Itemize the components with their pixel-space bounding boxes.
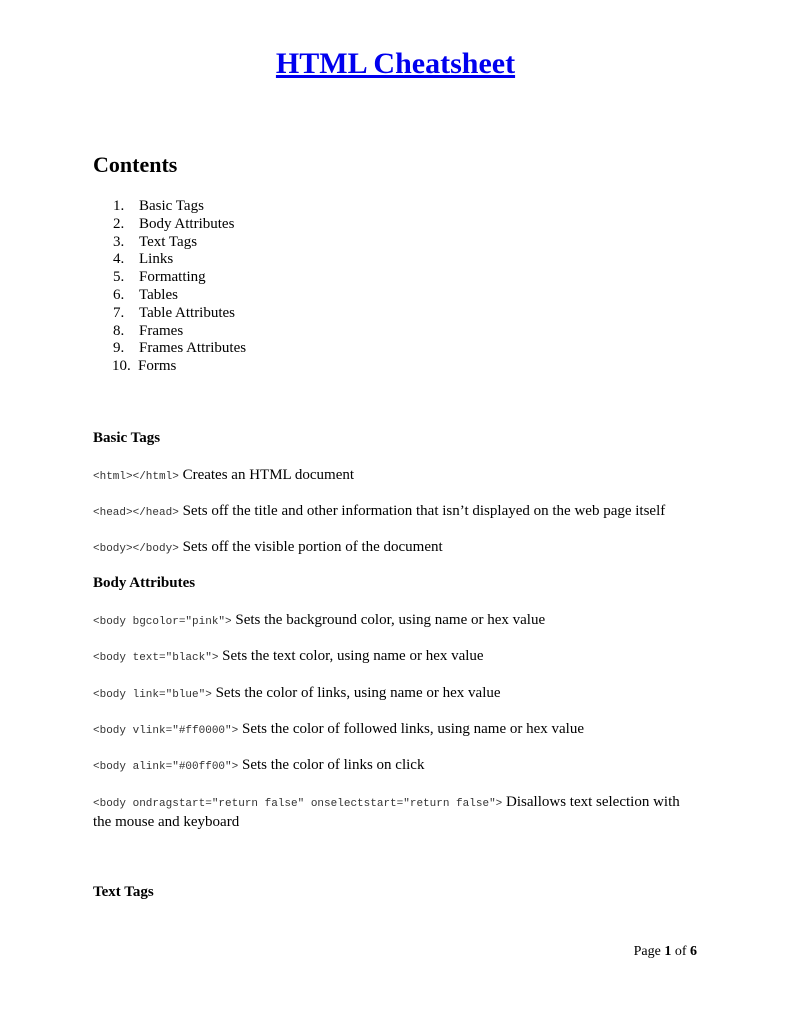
toc-number: 2. [113, 215, 125, 232]
code-snippet: <body></body> [93, 543, 179, 555]
page-label: Page [633, 944, 661, 959]
toc-item-forms [113, 358, 246, 376]
page-title[interactable]: HTML Cheatsheet [275, 47, 516, 80]
toc-number: 3. [113, 233, 125, 250]
entry-description: Sets the background color, using name or hex value [235, 612, 546, 628]
table-of-contents [113, 198, 246, 376]
section-heading-basic-tags: Basic Tags [93, 430, 161, 446]
entry-body-alink [93, 756, 713, 776]
toc-item-tables [113, 287, 246, 305]
toc-number: 1. [113, 198, 125, 214]
code-snippet: <head></head> [93, 507, 179, 519]
toc-label: Basic Tags [139, 198, 204, 214]
entry-body-bgcolor [93, 611, 713, 631]
entry-description: Disallows text selection with the mouse and keyboard [93, 794, 680, 830]
toc-label: Table Attributes [139, 304, 236, 321]
entry-head [93, 502, 733, 522]
toc-number: 8. [113, 322, 125, 339]
toc-label: Formatting [139, 269, 206, 286]
toc-label: Tables [139, 286, 178, 303]
entry-body-vlink [93, 720, 713, 740]
toc-number: 5. [113, 269, 125, 286]
toc-item-links [113, 251, 246, 269]
entry-description: Sets the color of followed links, using name or hex value [241, 721, 584, 737]
toc-item-formatting [113, 269, 246, 287]
entry-description: Sets off the visible portion of the document [182, 539, 443, 555]
code-snippet: <body link="blue"> [93, 689, 212, 701]
entry-body [93, 538, 713, 558]
page-footer [634, 943, 697, 961]
entry-body-noselect [93, 793, 683, 831]
toc-item-table-attributes [113, 305, 246, 323]
code-snippet: <body ondragstart="return false" onselectstart="return false"> [93, 798, 503, 810]
toc-item-frames [113, 323, 246, 341]
toc-label: Forms [138, 358, 177, 375]
entry-description: Sets off the title and other information that isn’t displayed on the web page itself [182, 503, 666, 519]
toc-label: Frames Attributes [139, 340, 247, 357]
toc-item-text-tags [113, 234, 246, 252]
toc-number: 4. [113, 251, 125, 268]
toc-number: 9. [113, 340, 125, 357]
toc-number: 7. [113, 304, 125, 321]
section-heading-text-tags: Text Tags [93, 884, 154, 900]
code-snippet: <body alink="#00ff00"> [93, 761, 239, 773]
current-page-number: 1 [664, 944, 672, 959]
toc-item-frames-attributes [113, 340, 246, 358]
entry-html [93, 466, 713, 486]
contents-heading: Contents [93, 152, 178, 177]
toc-label: Text Tags [139, 233, 198, 250]
toc-number: 10. [112, 358, 131, 375]
toc-item-body-attributes [113, 216, 246, 234]
toc-number: 6. [113, 286, 125, 303]
entry-description: Sets the text color, using name or hex value [222, 648, 484, 664]
toc-label: Links [139, 251, 174, 268]
entry-description: Sets the color of links on click [241, 757, 425, 773]
code-snippet: <html></html> [93, 471, 179, 483]
toc-label: Body Attributes [139, 215, 235, 232]
code-snippet: <body vlink="#ff0000"> [93, 725, 239, 737]
of-label: of [674, 944, 687, 959]
section-heading-body-attributes: Body Attributes [93, 575, 196, 591]
toc-label: Frames [139, 322, 184, 339]
code-snippet: <body text="black"> [93, 652, 219, 664]
toc-item-basic-tags [113, 198, 246, 216]
entry-description: Creates an HTML document [182, 467, 355, 483]
code-snippet: <body bgcolor="pink"> [93, 616, 232, 628]
entry-body-text [93, 647, 713, 667]
entry-description: Sets the color of links, using name or hex value [215, 685, 501, 701]
total-page-count: 6 [690, 944, 697, 959]
entry-body-link [93, 684, 713, 704]
